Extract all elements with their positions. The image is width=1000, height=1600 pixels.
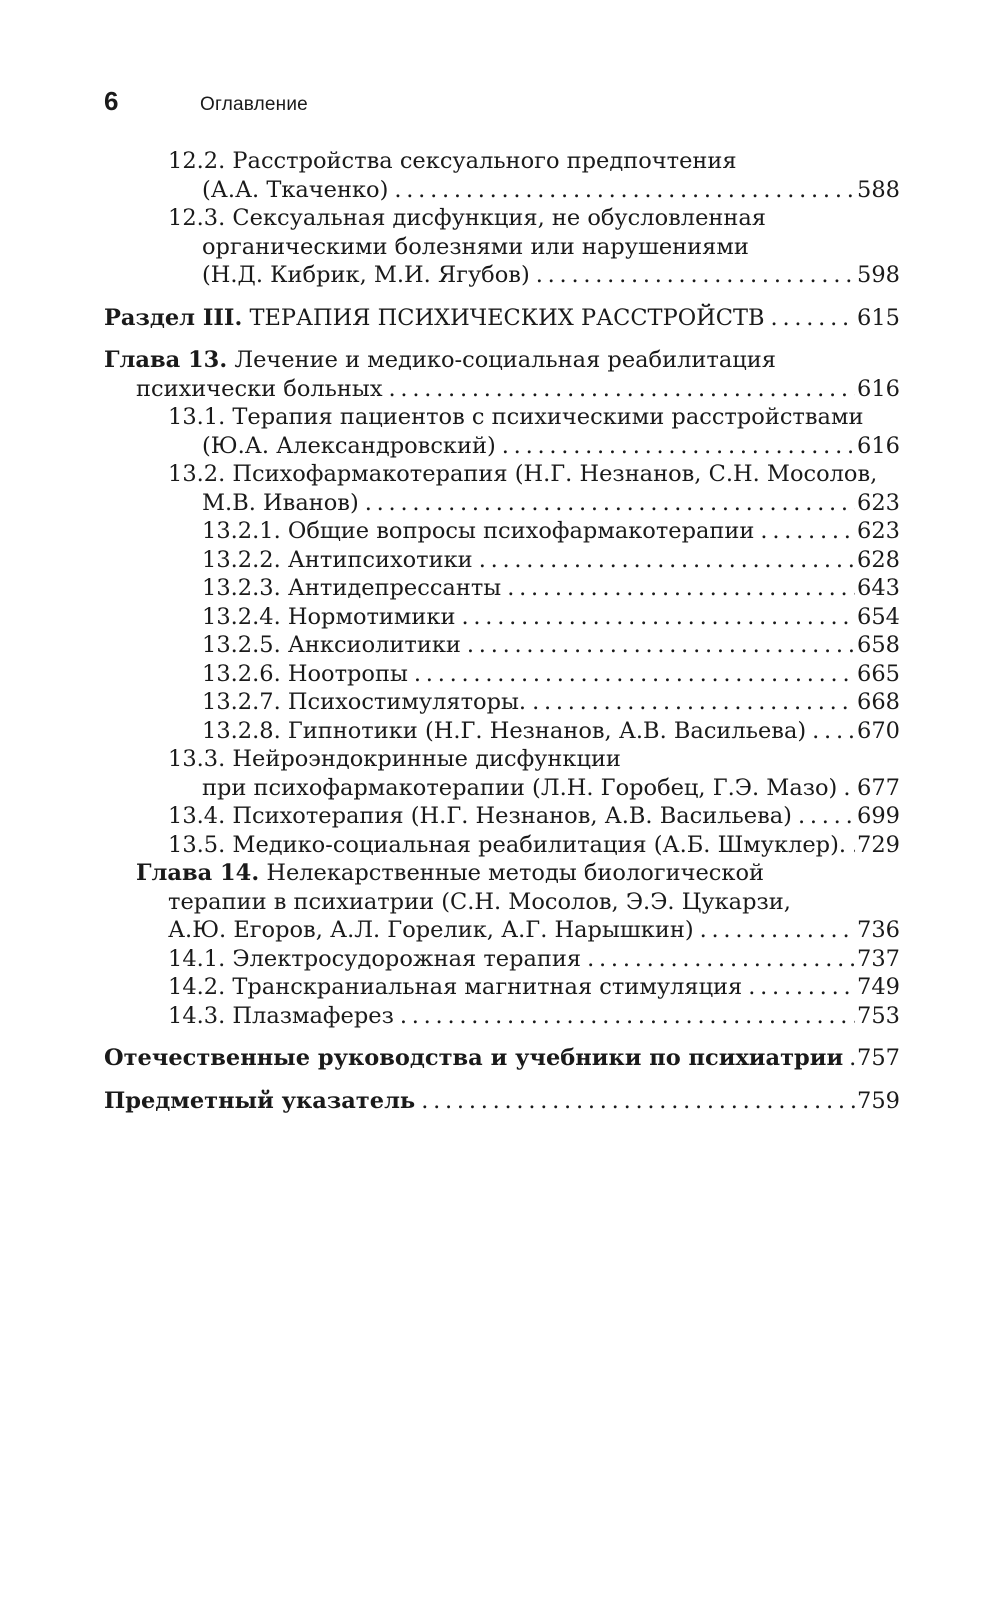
dot-leader <box>587 945 855 974</box>
toc-entry-text: психически больных <box>136 375 383 402</box>
toc-entry-14-3[interactable] <box>0 1002 1000 1031</box>
toc-entry-text: 13.4. Психотерапия (Н.Г. Незнанов, А.В. Васильева) <box>168 803 792 829</box>
dot-leader <box>400 1002 855 1031</box>
toc-page-number: 759 <box>857 1087 900 1114</box>
toc-entry-text: при психофармакотерапии (Л.Н. Горобец, Г.Э. Мазо) <box>202 774 838 801</box>
toc-entry-title: Отечественные руководства и учебники по психиатрии <box>104 1045 844 1071</box>
toc-page-number: 757 <box>857 1045 900 1071</box>
toc-entry-text: Лечение и медико-социальная реабилитация <box>234 347 776 373</box>
dot-leader <box>394 176 855 205</box>
toc-page-number: 623 <box>857 518 900 544</box>
toc-entry-chapter-13[interactable] <box>0 346 1000 403</box>
toc-entry-12-2[interactable] <box>0 147 1000 204</box>
toc-entry-text: М.В. Иванов) <box>202 489 359 516</box>
dot-leader <box>421 1087 855 1116</box>
toc-page-number: 729 <box>857 831 900 858</box>
toc-entry-text: 13.2.8. Гипнотики (Н.Г. Незнанов, А.В. Васильева) <box>202 717 807 744</box>
toc-entry-text: (Н.Д. Кибрик, М.И. Ягубов) <box>202 262 530 288</box>
toc-page-number: 616 <box>857 375 900 402</box>
dot-leader <box>852 831 855 860</box>
toc-page-number: 677 <box>857 774 900 801</box>
toc-entry-title: Предметный указатель <box>104 1087 416 1114</box>
toc-entry-text: 13.2. Психофармакотерапия (Н.Г. Незнанов, С.Н. Мосолов, <box>168 461 878 487</box>
toc-entry-text: 12.2. Расстройства сексуального предпочтения <box>168 148 737 174</box>
toc-entry-text: 13.2.6. Ноотропы <box>202 660 408 687</box>
toc-page-number: 615 <box>857 304 900 331</box>
toc-entry-text: 13.2.7. Психостимуляторы. <box>202 689 527 715</box>
dot-leader <box>389 375 856 404</box>
toc-entry-13-2-4[interactable] <box>0 603 1000 632</box>
toc-entry-subject-index[interactable] <box>0 1087 1000 1116</box>
toc-chapter-label: Глава 14. <box>136 860 260 886</box>
toc-entry-12-3[interactable] <box>0 204 1000 290</box>
toc-page-number: 749 <box>857 974 900 1000</box>
toc-page-number: 588 <box>857 176 900 203</box>
dot-leader <box>760 517 855 546</box>
page-header <box>104 86 308 117</box>
dot-leader <box>849 1044 855 1073</box>
toc-entry-13-2-3[interactable] <box>0 574 1000 603</box>
toc-section-label: Раздел III. <box>104 304 243 331</box>
toc-page-number: 665 <box>857 660 900 687</box>
toc-entry-text: ТЕРАПИЯ ПСИХИЧЕСКИХ РАССТРОЙСТВ <box>249 304 765 331</box>
toc-page-number: 643 <box>857 575 900 601</box>
toc-page-number: 737 <box>857 945 900 972</box>
dot-leader <box>798 802 855 831</box>
toc-entry-text: 14.2. Транскраниальная магнитная стимуляция <box>168 974 743 1000</box>
toc-entry-chapter-14[interactable] <box>0 859 1000 945</box>
toc-entry-text: 13.5. Медико-социальная реабилитация (А.Б. Шмуклер). <box>168 831 847 858</box>
toc-entry-text: органическими болезнями или нарушениями <box>202 233 749 260</box>
toc-entry-13-5[interactable] <box>0 831 1000 860</box>
toc-page-number: 623 <box>857 489 900 516</box>
toc-entry-13-3[interactable] <box>0 745 1000 802</box>
toc-entry-13-2-6[interactable] <box>0 660 1000 689</box>
toc-entry-text: 13.1. Терапия пациентов с психическими расстройствами <box>168 404 864 430</box>
table-of-contents <box>0 147 1000 1115</box>
toc-entry-13-1[interactable] <box>0 403 1000 460</box>
toc-entry-text: 12.3. Сексуальная дисфункция, не обусловленная <box>168 205 766 231</box>
toc-entry-text: 14.1. Электросудорожная терапия <box>168 945 582 972</box>
dot-leader <box>700 916 855 945</box>
toc-page-number: 670 <box>857 717 900 744</box>
toc-page-number: 598 <box>857 262 900 288</box>
dot-leader <box>467 631 855 660</box>
dot-leader <box>536 261 855 290</box>
toc-entry-text: терапии в психиатрии (С.Н. Мосолов, Э.Э. Цукарзи, <box>168 888 791 915</box>
toc-chapter-label: Глава 13. <box>104 347 228 373</box>
toc-entry-13-2[interactable] <box>0 460 1000 517</box>
dot-leader <box>532 688 855 717</box>
toc-entry-text: (Ю.А. Александровский) <box>202 432 496 459</box>
toc-page-number: 753 <box>857 1002 900 1029</box>
toc-page-number: 699 <box>857 803 900 829</box>
toc-entry-13-2-8[interactable] <box>0 717 1000 746</box>
toc-entry-13-2-1[interactable] <box>0 517 1000 546</box>
dot-leader <box>771 304 856 333</box>
toc-entry-text: 14.3. Плазмаферез <box>168 1002 394 1029</box>
page-number: 6 <box>104 86 119 116</box>
toc-page-number: 658 <box>857 632 900 658</box>
toc-entry-text: Нелекарственные методы биологической <box>266 860 764 886</box>
dot-leader <box>748 973 855 1002</box>
dot-leader <box>502 432 855 461</box>
toc-entry-section-3[interactable] <box>0 304 1000 333</box>
toc-page-number: 668 <box>857 689 900 715</box>
toc-page-number: 616 <box>857 432 900 459</box>
toc-entry-text: 13.3. Нейроэндокринные дисфункции <box>168 746 621 772</box>
toc-page-number: 628 <box>857 546 900 573</box>
dot-leader <box>507 574 855 603</box>
running-title: Оглавление <box>200 94 308 115</box>
toc-entry-text: 13.2.4. Нормотимики <box>202 603 456 630</box>
toc-entry-text: 13.2.5. Анксиолитики <box>202 632 461 658</box>
toc-entry-13-4[interactable] <box>0 802 1000 831</box>
dot-leader <box>462 603 856 632</box>
toc-entry-text: 13.2.3. Антидепрессанты <box>202 575 502 601</box>
toc-entry-text: (А.А. Ткаченко) <box>202 176 389 203</box>
toc-entry-text: А.Ю. Егоров, А.Л. Горелик, А.Г. Нарышкин) <box>168 917 694 943</box>
toc-entry-text: 13.2.2. Антипсихотики <box>202 546 473 573</box>
toc-entry-13-2-2[interactable] <box>0 546 1000 575</box>
toc-entry-14-1[interactable] <box>0 945 1000 974</box>
toc-page-number: 736 <box>857 917 900 943</box>
dot-leader <box>812 717 855 746</box>
dot-leader <box>479 546 855 575</box>
dot-leader <box>365 489 855 518</box>
toc-entry-13-2-7[interactable] <box>0 688 1000 717</box>
toc-page-number: 654 <box>857 603 900 630</box>
dot-leader <box>414 660 855 689</box>
toc-entry-textbooks[interactable] <box>0 1044 1000 1073</box>
toc-entry-14-2[interactable] <box>0 973 1000 1002</box>
toc-entry-text: 13.2.1. Общие вопросы психофармакотерапии <box>202 518 755 544</box>
dot-leader <box>843 774 855 803</box>
toc-entry-13-2-5[interactable] <box>0 631 1000 660</box>
